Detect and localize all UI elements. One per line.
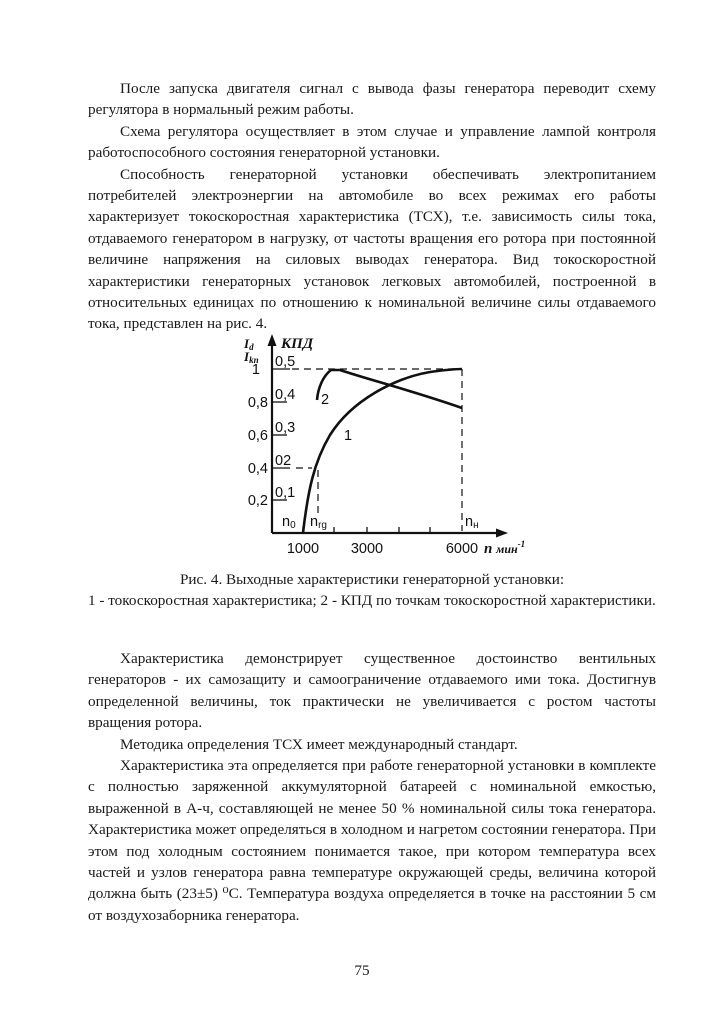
caption-legend: 1 - токоскоростная характеристика; 2 - КПД по точкам токоскоростной характеристики.	[88, 592, 656, 610]
annotation-n0: n0	[282, 514, 296, 531]
paragraph-1: После запуска двигателя сигнал с вывода фазы генератора переводит схему регулятора в нормальный режим работы.	[88, 80, 656, 119]
body-text-top	[88, 78, 656, 335]
kpd-tick-label: 02	[275, 453, 292, 469]
figure-generator-characteristics	[225, 325, 555, 560]
y-axis-title-ikn: Ikn	[244, 349, 259, 365]
paragraph-2: Схема регулятора осуществляет в этом случае и управление лампой контроля работоспособного состояния генераторной установки.	[88, 122, 656, 162]
y-tick-label: 0,8	[247, 395, 268, 411]
kpd-tick-label: 0,1	[275, 485, 296, 501]
x-axis-title: n мин$^{-1}$	[484, 539, 526, 557]
kpd-tick-label: 0,4	[275, 387, 296, 403]
kpd-tick-label: 0,5	[275, 354, 296, 370]
curve-2-efficiency	[317, 370, 462, 408]
paragraph-3: Способность генераторной установки обеспечивать электропитанием потребителей электроэнергии на автомобиле во всех режимах его работы характеризует токоскоростная характеристика (ТСХ), т.е. зависимость силы тока, отдаваемого генератором в нагрузку, от частоты вращения его ротора при постоянной величине напряжения на силовых выводах генератора. Вид токоскоростной характеристики генераторных установок легковых автомобилей, построенной в относительных единицах по отношению к номинальной величине силы отдаваемого тока, представлен на рис. 4.	[88, 165, 656, 333]
kpd-tick-label: 0,3	[275, 420, 296, 436]
x-axis-arrow-icon	[496, 529, 508, 538]
figure-caption	[88, 569, 656, 612]
page-number: 75	[354, 962, 370, 979]
caption-title: Рис. 4. Выходные характеристики генераторной установки:	[179, 571, 565, 588]
x-tick-label: 6000	[445, 541, 479, 557]
x-tick-label: 3000	[350, 541, 384, 557]
y-tick-label: 0,6	[247, 428, 268, 444]
curve-label-1: 1	[344, 428, 353, 444]
curve-label-2: 2	[321, 392, 330, 408]
paragraph-4: Характеристика демонстрирует существенное достоинство вентильных генераторов - их самозащиту и самоограничение отдаваемого ими тока. Достигнув определенной величины, ток практически не увеличивается с ростом частоты вращения ротора.	[88, 650, 656, 732]
y-axis-title-id: Id	[244, 336, 254, 352]
y-tick-label: 1	[251, 362, 260, 378]
body-text-bottom	[88, 648, 656, 926]
y-axis-title-kpd: КПД	[281, 336, 314, 352]
annotation-nn: nн	[465, 514, 479, 531]
paragraph-6: Характеристика эта определяется при работе генераторной установки в комплекте с полностью заряженной аккумуляторной батареей с номинальной емкостью, выраженной в А-ч, составляющей не менее 50 % номинальной силы тока генератора. Характеристика может определяться в холодном и нагретом состоянии генератора. При этом под холодным состоянием понимается такое, при котором температура всех частей и узлов генератора равна температуре окружающей среды, величина которой должна быть (23±5) ⁰С. Температура воздуха определяется в точке на расстоянии 5 см от воздухозаборника генератора.	[88, 757, 656, 924]
y-tick-label: 0,2	[247, 493, 268, 509]
chart	[225, 325, 555, 560]
annotation-nrg: nrg	[310, 514, 327, 531]
paragraph-5: Методика определения ТСХ имеет международный стандарт.	[120, 735, 518, 753]
x-tick-label: 1000	[286, 541, 320, 557]
y-tick-label: 0,4	[247, 461, 268, 477]
y-axis-arrow-icon	[268, 334, 277, 346]
